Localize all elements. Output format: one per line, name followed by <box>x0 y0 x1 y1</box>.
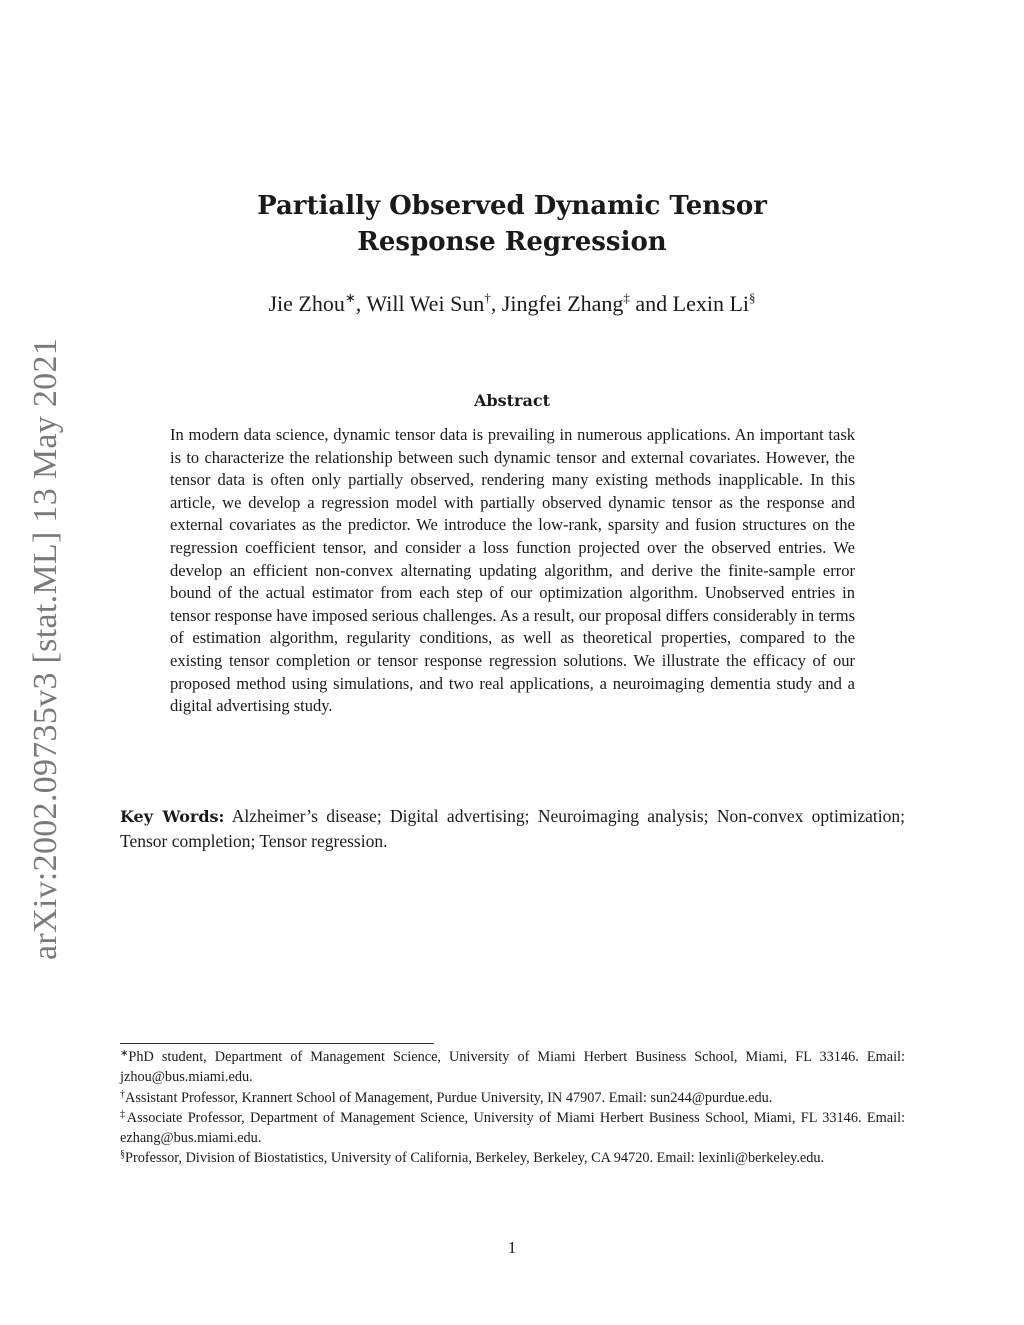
footnote-text: Professor, Division of Biostatistics, University of California, Berkeley, Berkeley, CA 94720. Email: lexinli@berkeley.edu. <box>125 1150 825 1167</box>
author-name: Lexin Li <box>672 291 750 316</box>
footnote-mark: † <box>120 1088 125 1100</box>
footnote-mark: ∗ <box>120 1048 129 1059</box>
author-separator: , <box>490 291 502 316</box>
paper-title <box>200 188 824 260</box>
author-separator: and <box>629 291 673 316</box>
footnote-mark: § <box>120 1149 125 1161</box>
author-name: Will Wei Sun <box>366 291 485 316</box>
keywords-label: Key Words: <box>120 807 225 826</box>
footnotes <box>120 1047 905 1169</box>
author-footnote-mark: † <box>484 290 491 305</box>
footnote-mark: ‡ <box>120 1108 127 1120</box>
keywords <box>120 804 905 853</box>
page-number: 1 <box>507 1238 517 1257</box>
arxiv-identifier: arXiv:2002.09735v3 [stat.ML] 13 May 2021 <box>27 337 64 960</box>
footnote <box>120 1148 905 1168</box>
author-list <box>150 290 874 318</box>
title-line-2: Response Regression <box>357 227 667 257</box>
author-name: Jingfei Zhang <box>501 291 624 316</box>
author-footnote-mark: ∗ <box>344 290 356 305</box>
keywords-text: Alzheimer’s disease; Digital advertising; Neuroimaging analysis; Non-convex optimization; Tensor completion; Tensor regression. <box>120 806 905 851</box>
abstract-body: In modern data science, dynamic tensor data is prevailing in numerous applications. An important task is to characterize the relationship between such dynamic tensor and external covariates. However, the tensor data is often only partially observed, rendering many existing methods inapplicable. In this article, we develop a regression model with partially observed dynamic tensor as the response and external covariates as the predictor. We introduce the low-rank, sparsity and fusion structures on the regression coefficient tensor, and consider a loss function projected over the observed entries. We develop an efficient non-convex alternating updating algorithm, and derive the finite-sample error bound of the actual estimator from each step of our optimization algorithm. Unobserved entries in tensor response have imposed serious challenges. As a result, our proposal differs considerably in terms of estimation algorithm, regularity conditions, as well as theoretical properties, compared to the existing tensor completion or tensor response regression solutions. We illustrate the efficacy of our proposed method using simulations, and two real applications, a neuroimaging dementia study and a digital advertising study. <box>170 425 855 716</box>
author-name: Jie Zhou <box>268 291 345 316</box>
footnote-divider <box>120 1043 434 1044</box>
footnote <box>120 1088 905 1108</box>
author-footnote-mark: ‡ <box>623 290 630 305</box>
author-footnote-mark: § <box>749 290 756 305</box>
footnote-text: PhD student, Department of Management Science, University of Miami Herbert Business School, Miami, FL 33146. Email: jzhou@bus.miami.edu. <box>120 1049 905 1086</box>
footnote-text: Associate Professor, Department of Management Science, University of Miami Herbert Business School, Miami, FL 33146. Email: ezhang@bus.miami.edu. <box>120 1109 906 1147</box>
author-separator: , <box>355 291 367 316</box>
title-line-1: Partially Observed Dynamic Tensor <box>257 191 767 221</box>
footnote <box>120 1047 905 1088</box>
footnote <box>120 1108 905 1149</box>
footnote-text: Assistant Professor, Krannert School of Management, Purdue University, IN 47907. Email: sun244@purdue.edu. <box>125 1089 773 1106</box>
abstract-heading: Abstract <box>474 391 550 410</box>
